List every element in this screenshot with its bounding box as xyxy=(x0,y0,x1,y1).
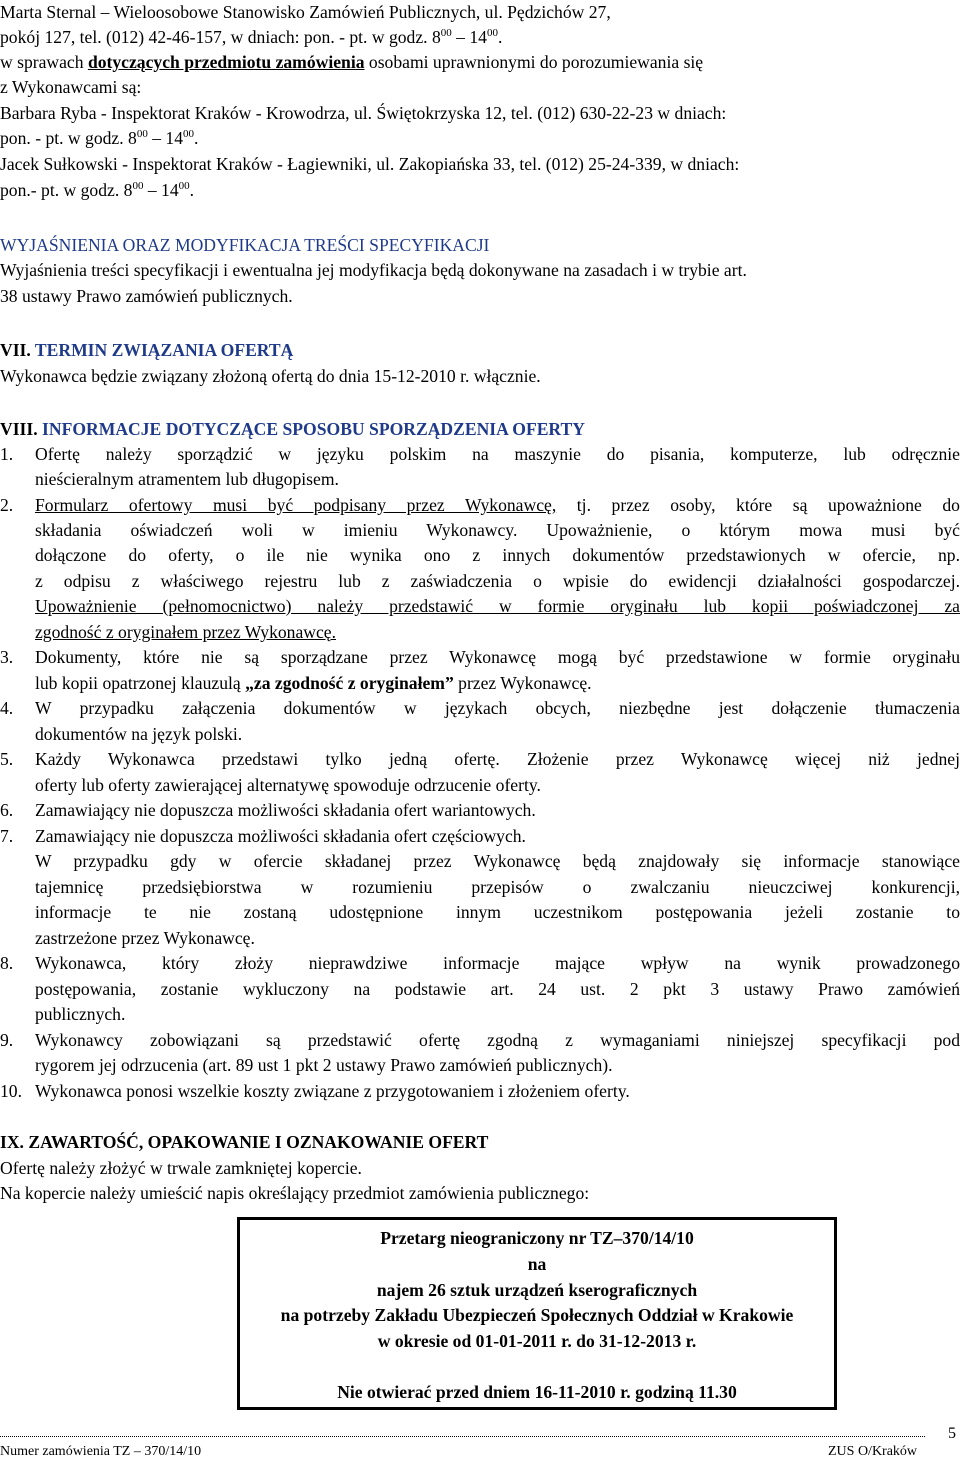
section-7-heading: VII. TERMIN ZWIĄZANIA OFERTĄ xyxy=(0,340,294,360)
section-9-heading: IX. ZAWARTOŚĆ, OPAKOWANIE I OZNAKOWANIE OFERT xyxy=(0,1132,489,1152)
contact-line-1: Marta Sternal – Wieloosobowe Stanowisko Zamówień Publicznych, ul. Pędzichów 27, xyxy=(0,2,611,22)
item-8-line-1: Wykonawca, który złoży nieprawdziwe informacje mające wpływ na wynik prowadzonego xyxy=(35,953,960,973)
item-8-line-3: publicznych. xyxy=(35,1004,126,1024)
section-9-line-2: Na kopercie należy umieścić napis określający przedmiot zamówienia publicznego: xyxy=(0,1183,590,1203)
footer-order-number: Numer zamówienia TZ – 370/14/10 xyxy=(0,1444,202,1459)
item-7-number: 7. xyxy=(0,826,14,846)
footer-divider xyxy=(0,1434,925,1437)
item-10-line-1: Wykonawca ponosi wszelkie koszty związane z przygotowaniem i złożeniem oferty. xyxy=(35,1081,630,1101)
contact-line-3: w sprawach dotyczących przedmiotu zamówienia osobami uprawnionymi do porozumiewania się xyxy=(0,52,704,72)
item-7-line-3: tajemnicę przedsiębiorstwa w rozumieniu przepisów o zwalczaniu nieuczciwej konkurencji, xyxy=(35,877,960,897)
item-9-line-1: Wykonawcy zobowiązani są przedstawić ofertę zgodną z wymaganiami niniejszej specyfikacji pod xyxy=(35,1030,960,1050)
contact-line-4: z Wykonawcami są: xyxy=(0,77,142,97)
clarifications-line-1: Wyjaśnienia treści specyfikacji i ewentualna jej modyfikacja będą dokonywane na zasadach i w trybie art. xyxy=(0,260,747,280)
page-number: 5 xyxy=(948,1425,956,1442)
item-9-line-2: rygorem jej odrzucenia (art. 89 ust 1 pkt 2 ustawy Prawo zamówień publicznych). xyxy=(35,1055,613,1075)
envelope-line-5: w okresie od 01-01-2011 r. do 31-12-2013 r. xyxy=(377,1331,697,1351)
item-4-number: 4. xyxy=(0,698,14,718)
contact-line-2: pokój 127, tel. (012) 42-46-157, w dniach: pon. - pt. w godz. $8^{00} - 14^{00}$. xyxy=(0,27,503,47)
item-5-line-1: Każdy Wykonawca przedstawi tylko jedną ofertę. Złożenie przez Wykonawcę więcej niż jednej xyxy=(35,749,960,769)
item-10-number: 10. xyxy=(0,1081,22,1101)
item-5-line-2: oferty lub oferty zawierającej alternatywę spowoduje odrzucenie oferty. xyxy=(35,775,541,795)
contact-line-5: Barbara Ryba - Inspektorat Kraków - Krowodrza, ul. Świętokrzyska 12, tel. (012) 630-22-23 w dniach: xyxy=(0,103,727,123)
item-8-line-2: postępowania, zostanie wykluczony na podstawie art. 24 ust. 2 pkt 3 ustawy Prawo zamówień xyxy=(35,979,960,999)
clarifications-heading: WYJAŚNIENIA ORAZ MODYFIKACJA TREŚCI SPECYFIKACJI xyxy=(0,235,490,255)
item-7-line-5: zastrzeżone przez Wykonawcę. xyxy=(35,928,255,948)
item-2-line-2: składania oświadczeń woli w imieniu Wykonawcy. Upoważnienie, o którym mowa musi być xyxy=(35,520,960,540)
clarifications-line-2: 38 ustawy Prawo zamówień publicznych. xyxy=(0,286,293,306)
item-2-line-6: zgodność z oryginałem przez Wykonawcę. xyxy=(35,622,337,642)
contact-line-7: Jacek Sułkowski - Inspektorat Kraków - Łagiewniki, ul. Zakopiańska 33, tel. (012) 25-24-339, w dniach: xyxy=(0,154,740,174)
item-7-line-1: Zamawiający nie dopuszcza możliwości składania ofert częściowych. xyxy=(35,826,526,846)
section-8-heading: VIII. INFORMACJE DOTYCZĄCE SPOSOBU SPORZĄDZENIA OFERTY xyxy=(0,419,585,439)
item-2-line-1: Formularz ofertowy musi być podpisany przez Wykonawcę, tj. przez osoby, które są upoważnione do xyxy=(35,495,960,515)
contact-line-6: pon. - pt. w godz. $8^{00} - 14^{00}$. xyxy=(0,128,199,148)
section-9-line-1: Ofertę należy złożyć w trwale zamkniętej kopercie. xyxy=(0,1158,362,1178)
item-5-number: 5. xyxy=(0,749,14,769)
item-3-line-2: lub kopii opatrzonej klauzulą „za zgodność z oryginałem” przez Wykonawcę. xyxy=(35,673,592,693)
item-7-line-2: W przypadku gdy w ofercie składanej przez Wykonawcę będą znajdowały się informacje stanowiące xyxy=(35,851,960,871)
envelope-line-2: na xyxy=(527,1254,547,1274)
envelope-line-6: Nie otwierać przed dniem 16-11-2010 r. godziną 11.30 xyxy=(337,1382,737,1402)
item-2-number: 2. xyxy=(0,495,14,515)
item-7-line-4: informacje te nie zostaną udostępnione innym uczestnikom postępowania jeżeli zostanie to xyxy=(35,902,960,922)
contact-line-8: pon.- pt. w godz. $8^{00} - 14^{00}$. xyxy=(0,180,195,200)
item-8-number: 8. xyxy=(0,953,14,973)
item-2-line-4: z odpisu z właściwego rejestru lub z zaświadczenia o wpisie do ewidencji działalności gospodarczej. xyxy=(35,571,960,591)
item-9-number: 9. xyxy=(0,1030,14,1050)
item-4-line-1: W przypadku załączenia dokumentów w językach obcych, niezbędne jest dołączenie tłumaczenia xyxy=(35,698,960,718)
item-3-number: 3. xyxy=(0,647,14,667)
item-3-line-1: Dokumenty, które nie są sporządzane przez Wykonawcę mogą być przedstawione w formie oryginału xyxy=(35,647,960,667)
footer-organization: ZUS O/Kraków xyxy=(828,1444,918,1459)
item-6-line-1: Zamawiający nie dopuszcza możliwości składania ofert wariantowych. xyxy=(35,800,536,820)
item-1-line-1: Ofertę należy sporządzić w języku polskim na maszynie do pisania, komputerze, lub odręcznie xyxy=(35,444,960,464)
item-6-number: 6. xyxy=(0,800,14,820)
item-2-line-5: Upoważnienie (pełnomocnictwo) należy przedstawić w formie oryginału lub kopii poświadczonej za xyxy=(35,596,960,616)
item-4-line-2: dokumentów na język polski. xyxy=(35,724,243,744)
envelope-line-4: na potrzeby Zakładu Ubezpieczeń Społecznych Oddział w Krakowie xyxy=(280,1305,794,1325)
envelope-label-box xyxy=(237,1217,837,1410)
item-2-line-3: dołączone do oferty, o ile nie wynika ono z innych dokumentów przedstawionych w ofercie, np. xyxy=(35,545,960,565)
envelope-line-1: Przetarg nieograniczony nr TZ–370/14/10 xyxy=(380,1228,694,1248)
item-1-number: 1. xyxy=(0,444,14,464)
item-1-line-2: nieścieralnym atramentem lub długopisem. xyxy=(35,469,339,489)
envelope-line-3: najem 26 sztuk urządzeń kserograficznych xyxy=(376,1280,698,1300)
section-7-text: Wykonawca będzie związany złożoną ofertą do dnia 15-12-2010 r. włącznie. xyxy=(0,366,541,386)
